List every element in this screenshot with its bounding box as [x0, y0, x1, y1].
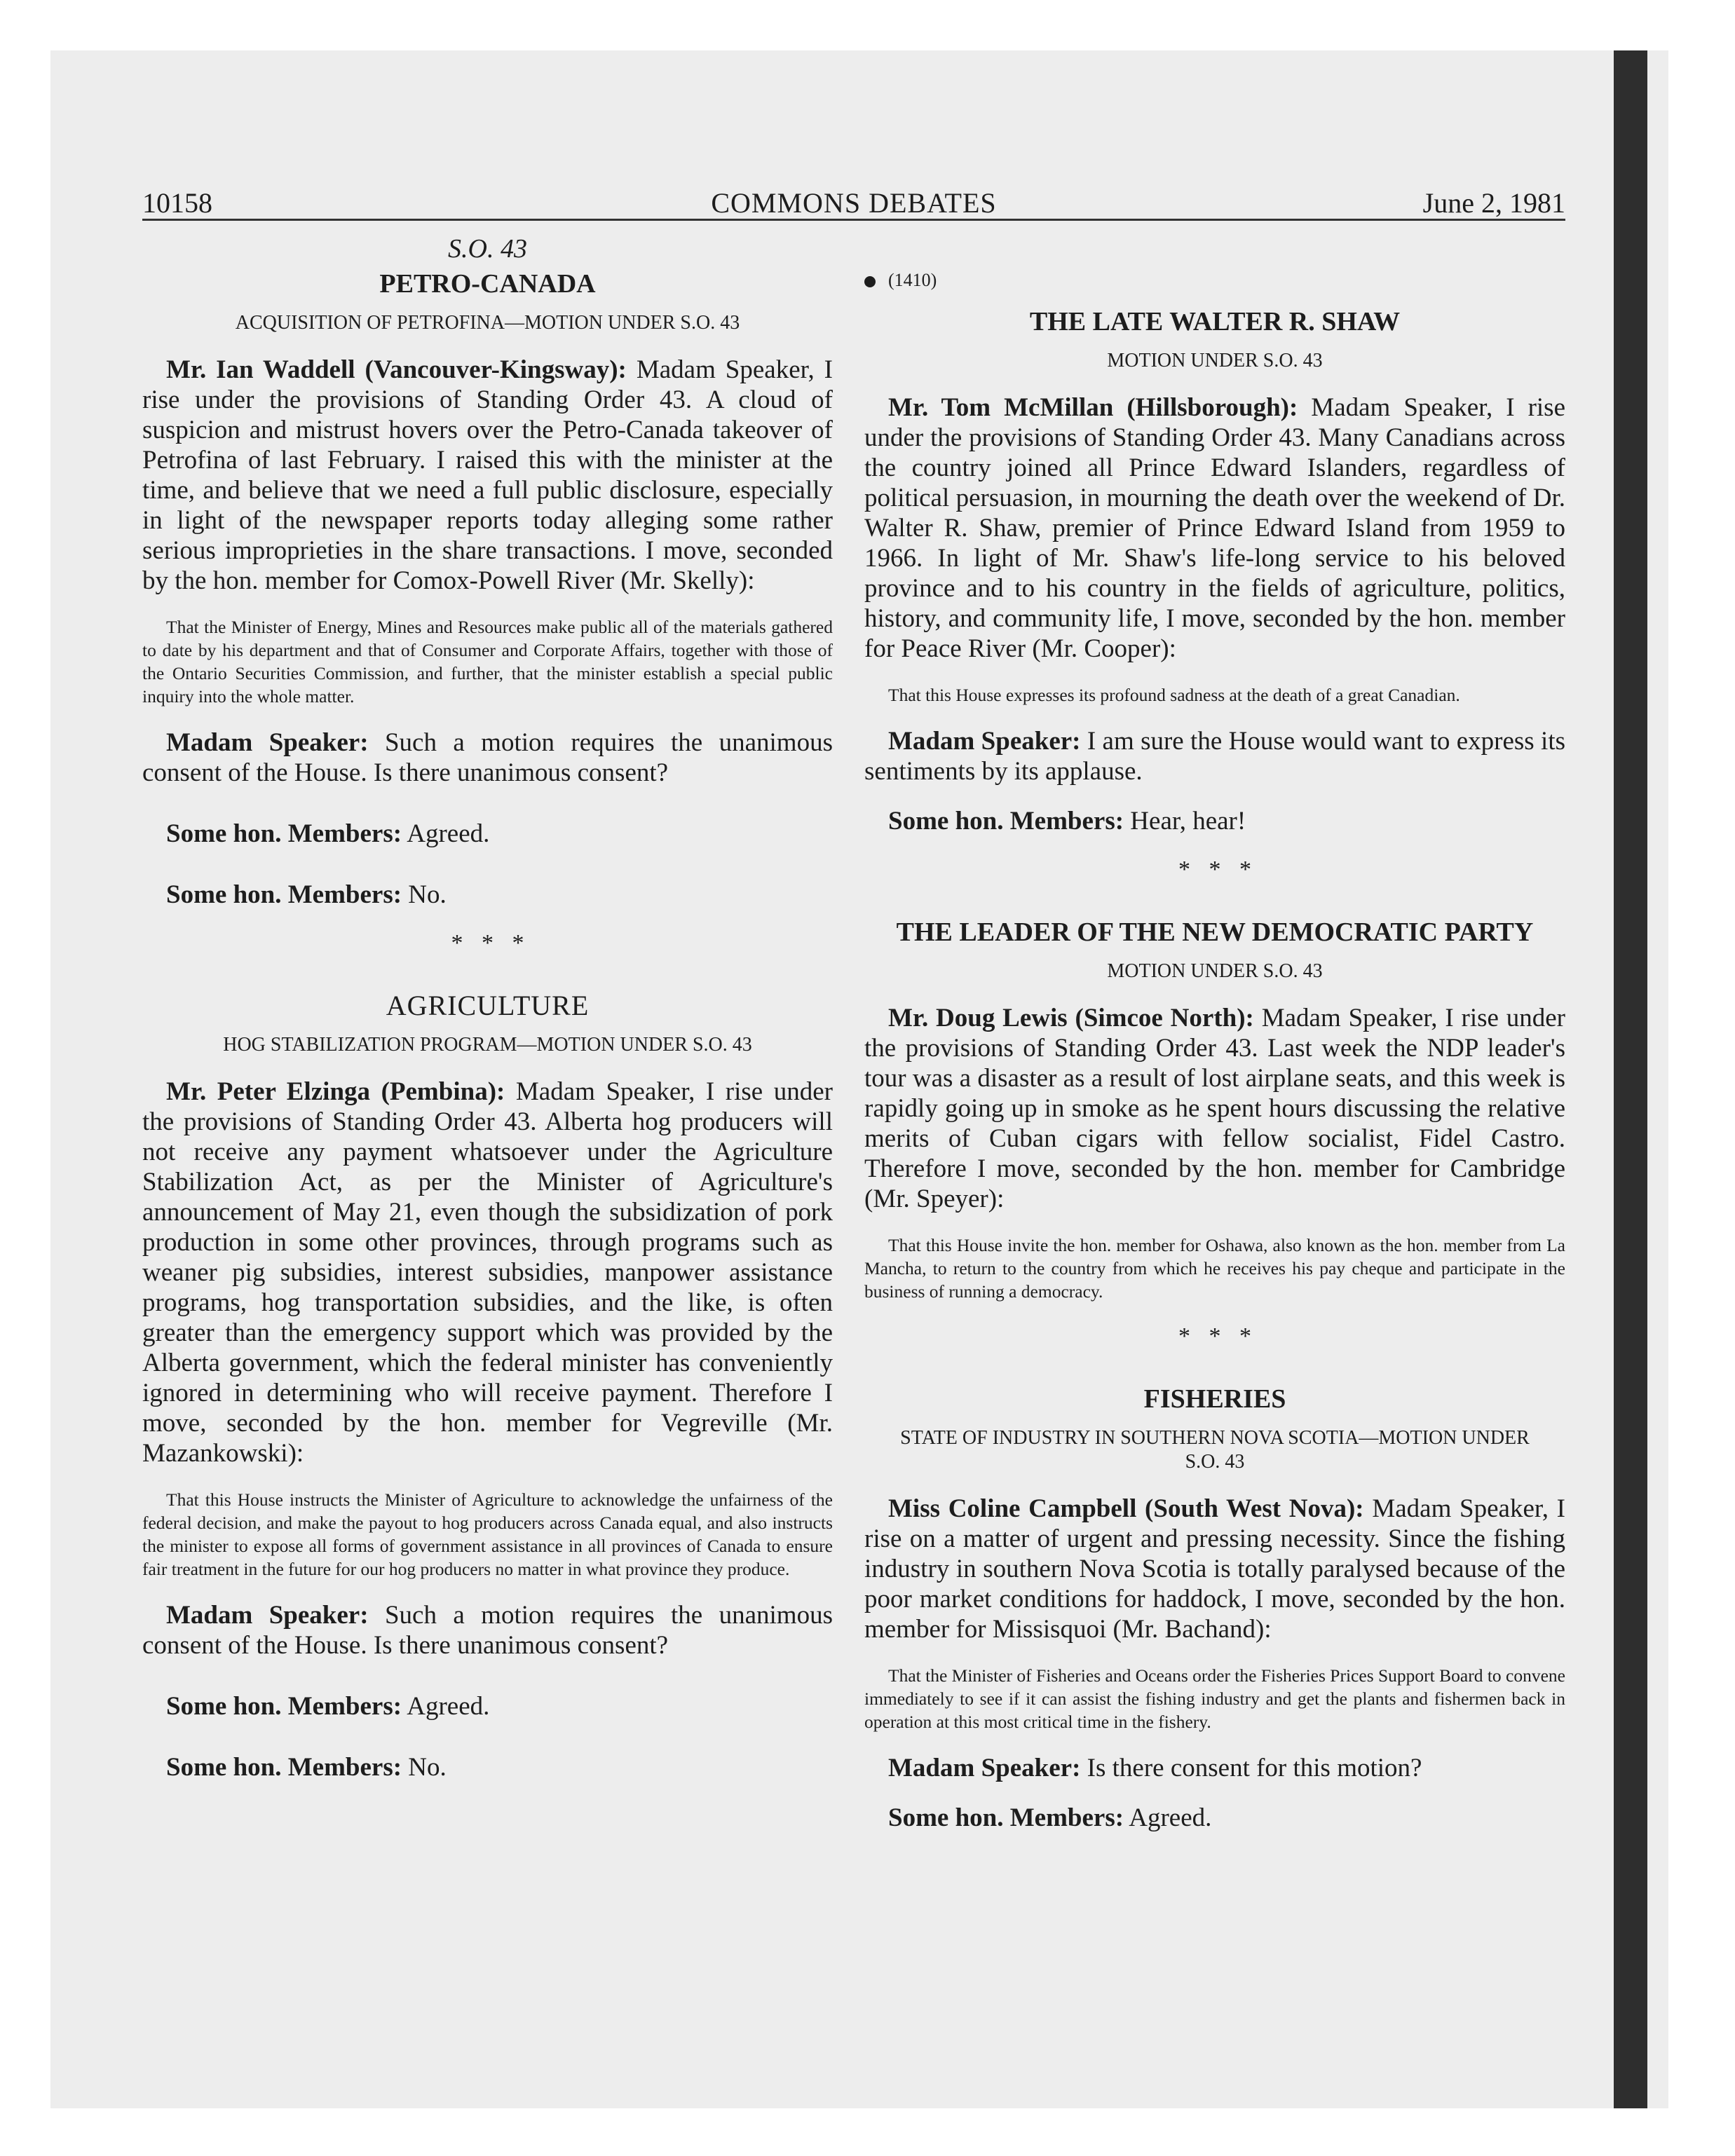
speaker-name: Madam Speaker:	[166, 728, 369, 757]
members-hear-hear	[864, 806, 1565, 836]
speech-lewis	[864, 1003, 1565, 1214]
speech-text: Madam Speaker, I rise under the provisions of Standing Order 43. Alberta hog producers will not receive any payment whatsoever under the Agriculture Stabilization Act, as per the Minister of Agriculture's announcement of May 21, even though the subsidization of pork production in some other provinces, through programs such as weaner pig subsidies, interest subsidies, manpower assistance programs, hog transportation subsidies, and the like, is often greater than the emergency support which was provided by the Alberta government, which the federal minister has conveniently ignored in determining who will receive payment. Therefore I move, seconded by the hon. member for Vegreville (Mr. Mazankowski):	[142, 1077, 834, 1468]
reply-text: Is there consent for this motion?	[1087, 1754, 1422, 1782]
section-subtitle-hog-program: HOG STABILIZATION PROGRAM—MOTION UNDER S.O. 43	[223, 1034, 752, 1056]
speaker-name: Madam Speaker:	[166, 1601, 369, 1630]
motion-text-petrofina: That the Minister of Energy, Mines and Resources make public all of the materials gathered to date by his department and that of Consumer and Corporate Affairs, together with those of the Ontario Securities Commission, and further, that the minister establish a special public inquiry into the whole matter.	[142, 617, 833, 707]
speaker-name: Madam Speaker:	[888, 1754, 1081, 1782]
reply-text: No.	[408, 880, 447, 909]
speech-mcmillan	[864, 393, 1565, 664]
speaker-reply	[864, 1753, 1565, 1783]
speech-waddell	[142, 355, 833, 596]
motion-text-oshawa: That this House invite the hon. member for Oshawa, also known as the hon. member from La Mancha, to return to the country from which he receives his pay cheque and participate in the business of running a democracy.	[864, 1235, 1565, 1302]
reply-text: I am sure the House would want to express its sentiments by its applause.	[864, 727, 1566, 786]
section-subtitle-motion: MOTION UNDER S.O. 43	[1107, 350, 1323, 371]
speech-text: Madam Speaker, I rise under the provisions of Standing Order 43. A cloud of suspicion and mistrust hovers over the Petro-Canada takeover of Petrofina of last February. I raised this with the minister at the time, and believe that we need a full public disclosure, especially in light of the newspaper reports today alleging some rather serious improprieties in the share transactions. I move, seconded by the hon. member for Comox-Powell River (Mr. Skelly):	[142, 355, 834, 595]
speaker-reply	[142, 728, 833, 788]
speaker-name: Some hon. Members:	[166, 1692, 402, 1721]
motion-text-shaw: That this House expresses its profound sadness at the death of a great Canadian.	[888, 685, 1460, 705]
time-stamp-text: (1410)	[888, 270, 937, 290]
section-separator: * * *	[1178, 1323, 1251, 1349]
section-title-walter-shaw: THE LATE WALTER R. SHAW	[1029, 307, 1401, 336]
speaker-name: Some hon. Members:	[888, 1803, 1124, 1832]
section-subtitle-petrofina: ACQUISITION OF PETROFINA—MOTION UNDER S.O. 43	[235, 312, 740, 334]
speech-text: Madam Speaker, I rise under the provisions of Standing Order 43. Many Canadians across the country joined all Prince Edward Islanders, regardless of political persuasion, in mourning the death over the weekend of Dr. Walter R. Shaw, premier of Prince Edward Island from 1959 to 1966. In light of Mr. Shaw's life-long service to his beloved province and to his country in the fields of agriculture, politics, history, and community life, I move, seconded by the hon. member for Peace River (Mr. Cooper):	[864, 393, 1565, 663]
speaker-name: Some hon. Members:	[166, 880, 402, 909]
page-date: June 2, 1981	[1422, 187, 1565, 219]
speaker-name: Some hon. Members:	[888, 807, 1124, 835]
speaker-name: Mr. Peter Elzinga (Pembina):	[166, 1077, 505, 1106]
header-rule	[142, 219, 1565, 221]
section-title-agriculture: AGRICULTURE	[386, 990, 590, 1021]
running-title: COMMONS DEBATES	[711, 187, 997, 219]
reply-text: Such a motion requires the unanimous consent of the House. Is there unanimous consent?	[142, 1601, 833, 1660]
speaker-name: Mr. Doug Lewis (Simcoe North):	[888, 1004, 1254, 1032]
motion-text-hog: That this House instructs the Minister of Agriculture to acknowledge the unfairness of the federal decision, and make the payout to hog producers across Canada equal, and also instructs the minister to expose all forms of government assistance in all provinces of Canada to ensure fair treatment in the future for our hog producers no matter in what province they produce.	[142, 1489, 833, 1579]
scan-edge-shadow	[1614, 50, 1647, 2108]
motion-text-fisheries: That the Minister of Fisheries and Oceans order the Fisheries Prices Support Board to convene immediately to see if it can assist the fishing industry and get the plants and fishermen back in operation at this most critical time in the fishery.	[864, 1665, 1565, 1732]
so-label: S.O. 43	[448, 234, 527, 264]
speaker-name: Madam Speaker:	[888, 727, 1081, 756]
reply-text: Such a motion requires the unanimous consent of the House. Is there unanimous consent?	[142, 728, 833, 787]
speech-campbell	[864, 1494, 1565, 1644]
page-header	[142, 186, 1565, 221]
reply-text: Agreed.	[407, 819, 490, 848]
speaker-reply	[864, 726, 1565, 786]
speaker-name: Mr. Ian Waddell (Vancouver-Kingsway):	[166, 355, 627, 384]
section-title-petro-canada: PETRO-CANADA	[379, 269, 596, 299]
speech-text: Madam Speaker, I rise on a matter of urgent and pressing necessity. Since the fishing industry in southern Nova Scotia is totally paralysed because of the poor market conditions for haddock, I move, seconded by the hon. member for Missisquoi (Mr. Bachand):	[864, 1494, 1566, 1644]
left-column	[142, 231, 833, 1782]
page-number: 10158	[142, 187, 212, 219]
right-column	[864, 231, 1565, 1833]
members-no	[142, 1752, 833, 1782]
speaker-name: Some hon. Members:	[166, 819, 402, 848]
section-title-fisheries: FISHERIES	[1143, 1384, 1286, 1414]
section-subtitle-motion: MOTION UNDER S.O. 43	[1107, 960, 1323, 982]
members-no	[142, 880, 833, 910]
section-subtitle-nova-scotia: STATE OF INDUSTRY IN SOUTHERN NOVA SCOTIA—MOTION UNDER S.O. 43	[900, 1427, 1530, 1473]
speaker-reply	[142, 1600, 833, 1660]
members-agreed	[142, 819, 833, 849]
section-separator: * * *	[1178, 857, 1251, 882]
speech-text: Madam Speaker, I rise under the provisions of Standing Order 43. Last week the NDP leader's tour was a disaster as a result of lost airplane seats, and this week is rapidly going up in smoke as he spent hours discussing the relative merits of Cuban cigars with fellow socialist, Fidel Castro. Therefore I move, seconded by the hon. member for Cambridge (Mr. Speyer):	[864, 1004, 1566, 1213]
speaker-name: Some hon. Members:	[166, 1753, 402, 1782]
section-separator: * * *	[451, 930, 524, 956]
members-agreed	[864, 1803, 1565, 1833]
time-stamp	[864, 266, 1565, 294]
speaker-name: Mr. Tom McMillan (Hillsborough):	[888, 393, 1298, 422]
bullet-icon	[864, 276, 876, 287]
reply-text: Agreed.	[407, 1692, 490, 1721]
reply-text: Hear, hear!	[1130, 807, 1246, 835]
members-agreed	[142, 1691, 833, 1721]
reply-text: No.	[408, 1753, 447, 1782]
reply-text: Agreed.	[1129, 1803, 1212, 1832]
speaker-name: Miss Coline Campbell (South West Nova):	[888, 1494, 1364, 1523]
speech-elzinga	[142, 1077, 833, 1468]
section-title-ndp-leader: THE LEADER OF THE NEW DEMOCRATIC PARTY	[896, 917, 1534, 947]
